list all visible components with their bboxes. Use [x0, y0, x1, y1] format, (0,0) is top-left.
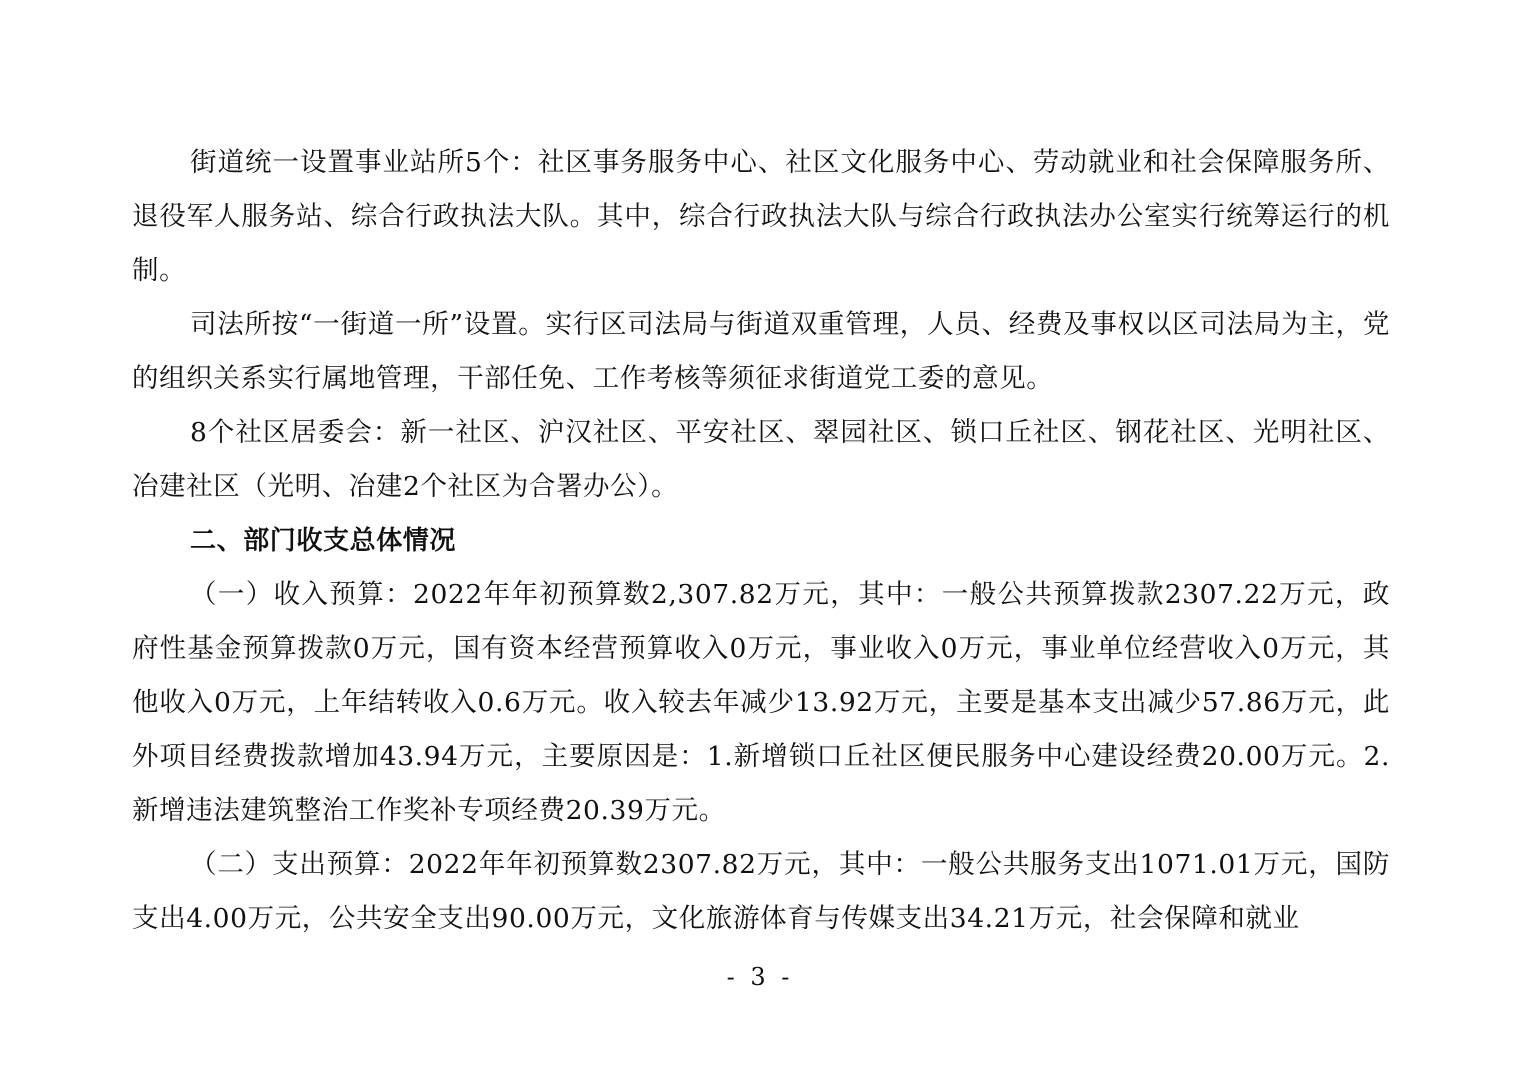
paragraph-expense-budget: （二）支出预算：2022年年初预算数2307.82万元，其中：一般公共服务支出1071.01万元，国防支出4.00万元，公共安全支出90.00万元，文化旅游体育与传媒支出34.21万元，社会保障和就业 [132, 849, 1390, 934]
paragraph-judicial-office: 司法所按“一街道一所”设置。实行区司法局与街道双重管理，人员、经费及事权以区司法局为主，党的组织关系实行属地管理，干部任免、工作考核等须征求街道党工委的意见。 [132, 309, 1390, 394]
paragraph-street-stations: 街道统一设置事业站所5个：社区事务服务中心、社区文化服务中心、劳动就业和社会保障服务所、退役军人服务站、综合行政执法大队。其中，综合行政执法大队与综合行政执法办公室实行统筹运行的机制。 [132, 147, 1390, 286]
paragraph-income-budget: （一）收入预算：2022年年初预算数2,307.82万元，其中：一般公共预算拨款2307.22万元，政府性基金预算拨款0万元，国有资本经营预算收入0万元，事业收入0万元，事业单位经营收入0万元，其他收入0万元，上年结转收入0.6万元。收入较去年减少13.92万元，主要是基本支出减少57.86万元，此外项目经费拨款增加43.94万元，主要原因是：1.新增锁口丘社区便民服务中心建设经费20.00万元。2.新增违法建筑整治工作奖补专项经费20.39万元。 [132, 579, 1390, 826]
page-number: - 3 - [726, 963, 794, 991]
paragraph-community-committees: 8个社区居委会：新一社区、沪汉社区、平安社区、翠园社区、锁口丘社区、钢花社区、光明社区、冶建社区（光明、冶建2个社区为合署办公）。 [132, 417, 1390, 502]
document-body [132, 136, 1390, 946]
section-heading: 二、部门收支总体情况 [190, 526, 457, 556]
